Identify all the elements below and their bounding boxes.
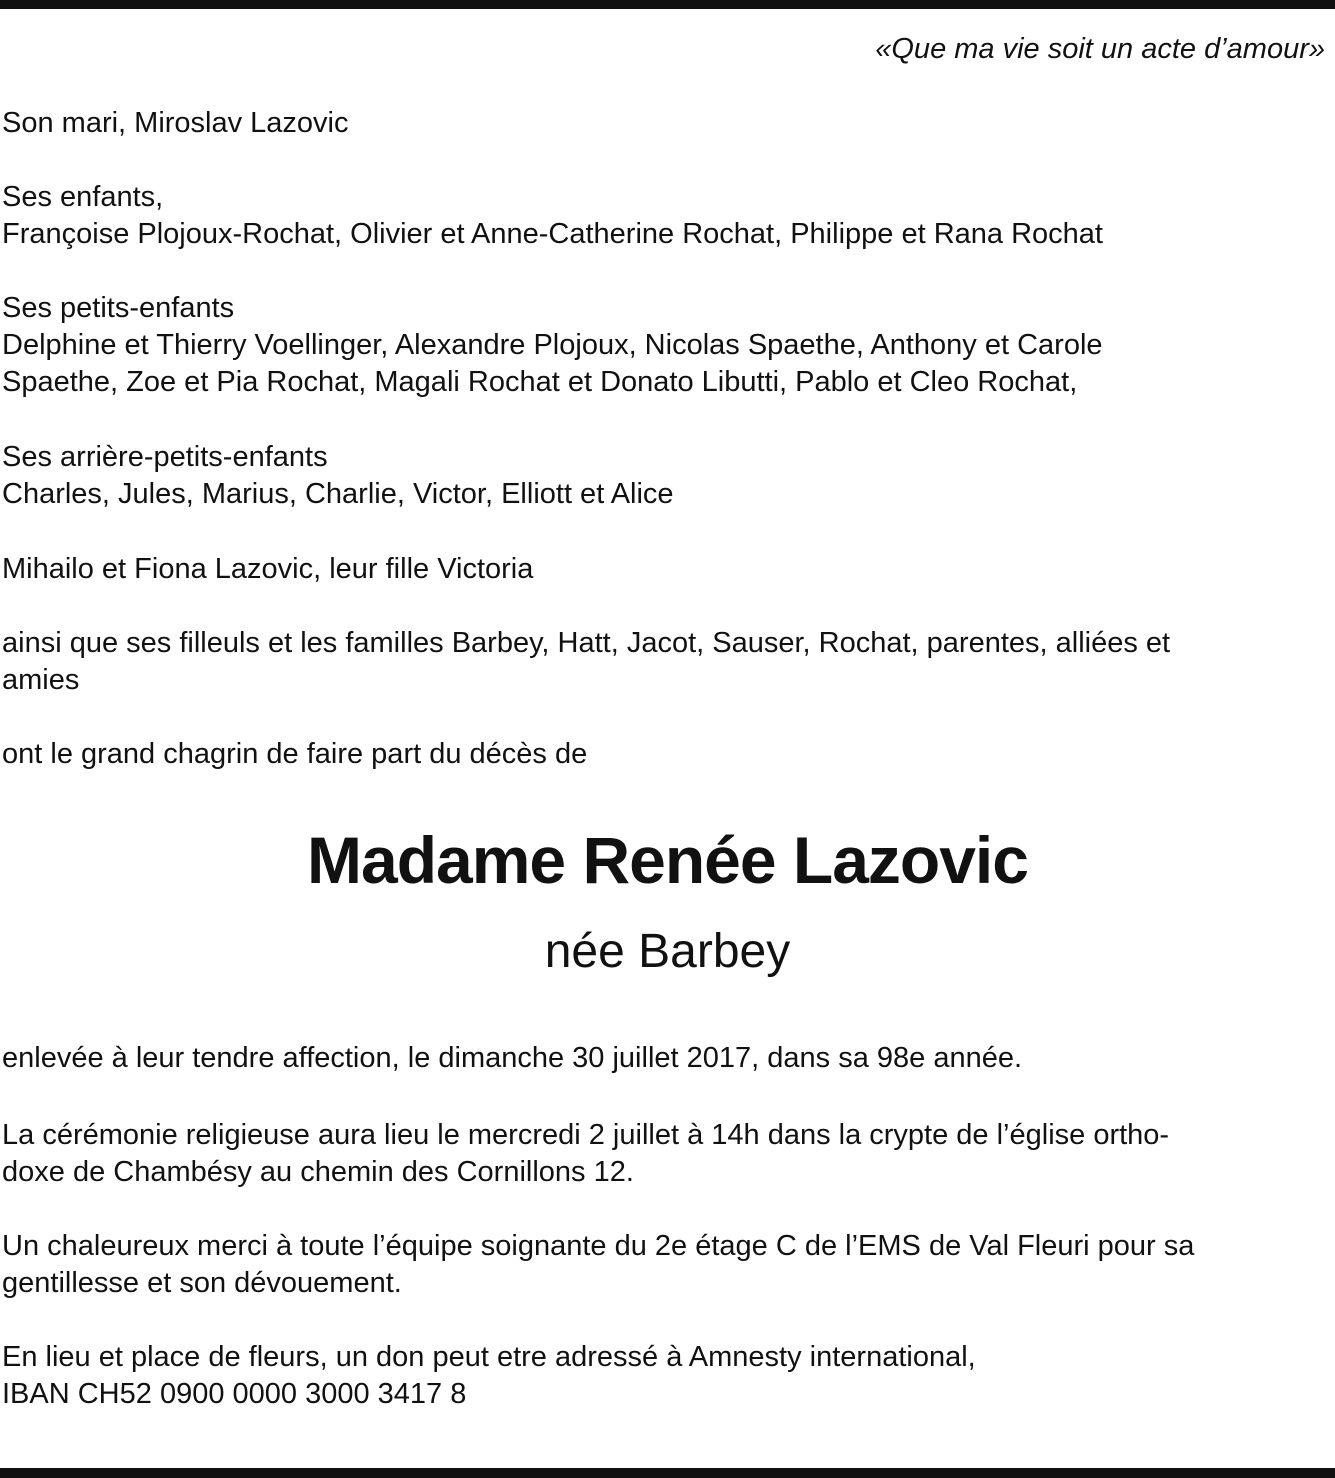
ceremony-line-1: La cérémonie religieuse aura lieu le mercredi 2 juillet à 14h dans la crypte de l’église ortho-	[2, 1119, 1170, 1151]
top-rule	[0, 0, 1335, 9]
great-grandchildren-names: Charles, Jules, Marius, Charlie, Victor, Elliott et Alice	[2, 478, 674, 510]
grandchildren-line-2: Spaethe, Zoe et Pia Rochat, Magali Rochat et Donato Libutti, Pablo et Cleo Rochat,	[2, 366, 1078, 398]
deceased-name: Madame Renée Lazovic	[307, 823, 1028, 897]
great-grandchildren-heading: Ses arrière-petits-enfants	[2, 441, 328, 473]
children-heading: Ses enfants,	[2, 181, 164, 213]
children-section	[2, 179, 1332, 253]
death-notice-text: enlevée à leur tendre affection, le dimanche 30 juillet 2017, dans sa 98e année.	[2, 1042, 1023, 1074]
announcement-text: ont le grand chagrin de faire part du décès de	[2, 738, 588, 770]
ceremony-section	[2, 1117, 1332, 1191]
grandchildren-heading: Ses petits-enfants	[2, 292, 235, 324]
great-grandchildren-section	[2, 439, 1332, 513]
others-section	[2, 625, 1332, 699]
husband-text: Son mari, Miroslav Lazovic	[2, 107, 349, 139]
bottom-rule	[0, 1468, 1335, 1478]
husband-line	[2, 105, 1332, 142]
grandchildren-line-1: Delphine et Thierry Voellinger, Alexandre Plojoux, Nicolas Spaethe, Anthony et Carole	[2, 329, 1103, 361]
relatives-line	[2, 551, 1332, 588]
thanks-section	[2, 1228, 1332, 1302]
donation-line-2: IBAN CH52 0900 0000 3000 3417 8	[2, 1378, 467, 1410]
ceremony-line-2: doxe de Chambésy au chemin des Cornillons 12.	[2, 1156, 634, 1188]
relatives-text: Mihailo et Fiona Lazovic, leur fille Victoria	[2, 553, 534, 585]
donation-section	[2, 1339, 1332, 1413]
donation-line-1: En lieu et place de fleurs, un don peut etre adressé à Amnesty international,	[2, 1341, 976, 1373]
announcement-line	[2, 736, 1332, 773]
thanks-line-2: gentillesse et son dévouement.	[2, 1267, 402, 1299]
death-notice-line	[2, 1040, 1332, 1077]
motto-quote: «Que ma vie soit un acte d’amour»	[875, 33, 1325, 65]
deceased-maiden-name: née Barbey	[544, 925, 791, 978]
others-line-1: ainsi que ses filleuls et les familles Barbey, Hatt, Jacot, Sauser, Rochat, parentes, alliées et	[2, 627, 1171, 659]
children-names: Françoise Plojoux-Rochat, Olivier et Anne-Catherine Rochat, Philippe et Rana Rochat	[2, 218, 1103, 250]
others-line-2: amies	[2, 664, 80, 696]
grandchildren-section	[2, 290, 1332, 401]
thanks-line-1: Un chaleureux merci à toute l’équipe soignante du 2e étage C de l’EMS de Val Fleuri pour sa	[2, 1230, 1195, 1262]
